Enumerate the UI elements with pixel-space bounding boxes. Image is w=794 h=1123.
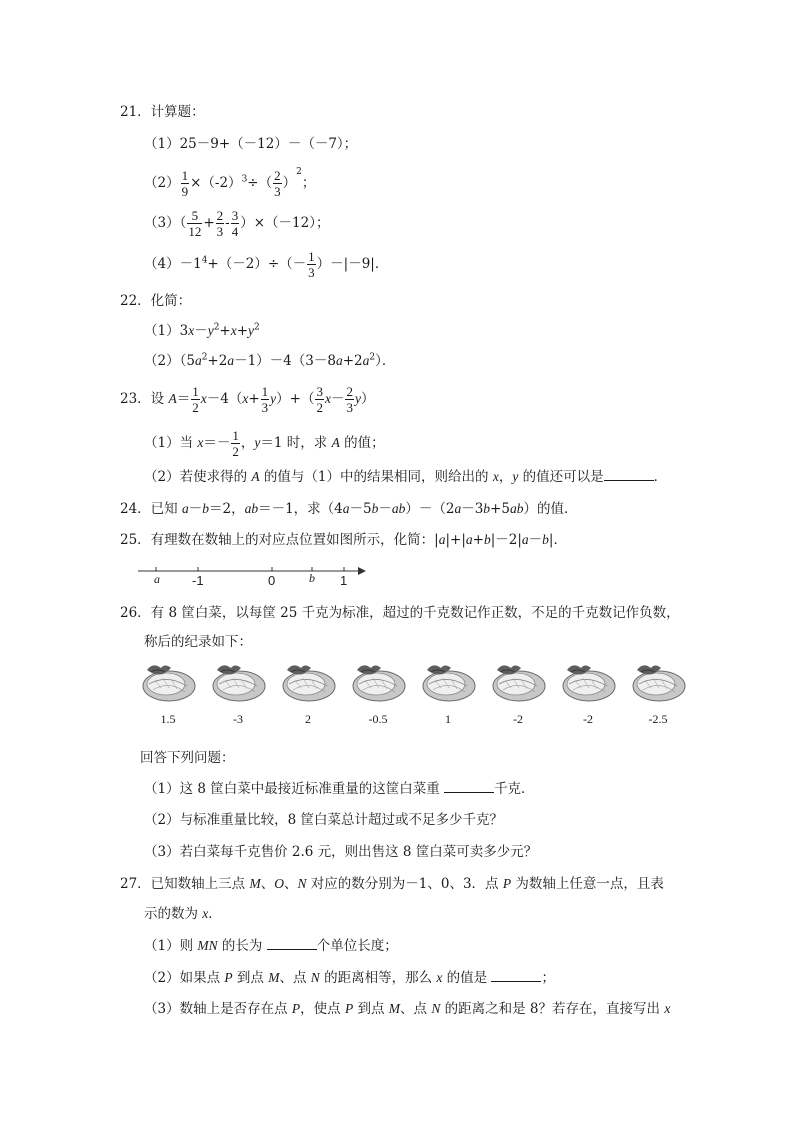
expr-text: ．: [208, 906, 222, 922]
numerator: 3: [316, 384, 323, 399]
expr-text: （3）数轴上是否存在点: [144, 1001, 292, 1017]
expr-text: ，: [240, 435, 255, 451]
cabbage-row: [138, 660, 686, 740]
expr-text: ）×（－12）；: [240, 215, 330, 231]
expr-text: ，使点: [300, 1001, 345, 1017]
cabbage-icon: [559, 660, 617, 702]
q26-line1: 26．有 8 筐白菜，以每筐 25 千克为标准，超过的千克数记作正数，不足的千克数记作负数，: [120, 605, 680, 621]
cabbage-icon: [279, 660, 337, 702]
expr-text: ．: [653, 469, 668, 485]
variable: N: [297, 876, 307, 891]
expr-text: ）: [282, 175, 297, 191]
operator: －: [330, 391, 345, 407]
fraction: [191, 384, 200, 415]
fraction: [231, 428, 240, 459]
variable: y: [270, 391, 277, 406]
denominator: 2: [316, 400, 323, 415]
q22-title: 22．化简：: [120, 293, 192, 309]
cabbage-icon: [139, 660, 197, 702]
cabbage-icon: [209, 660, 267, 702]
expr-text: 到点: [232, 970, 269, 986]
q22-part2: [144, 352, 395, 370]
operator: －: [188, 501, 203, 517]
expr-text: 27．已知数轴上三点: [120, 876, 250, 892]
label-minus-1: -1: [192, 573, 204, 588]
variable: P: [344, 1001, 354, 1016]
expr-text: 到点: [353, 1001, 389, 1017]
variable: y: [248, 323, 255, 338]
expr-text: ＝1 时，求: [260, 435, 332, 451]
denominator: 3: [261, 400, 269, 415]
numerator: 1: [261, 384, 269, 399]
numerator: 3: [231, 208, 239, 223]
variable: x: [324, 391, 331, 406]
denominator: 2: [232, 444, 239, 459]
exponent: 2: [201, 352, 208, 363]
q23-part1: [144, 428, 385, 459]
expr-text: ；: [301, 175, 316, 191]
expr-text: 、: [260, 876, 275, 892]
q26-part3: （3）若白菜每千克售价 2.6 元，则出售这 8 筐白菜可卖多少元？: [144, 844, 538, 860]
numerator: 1: [192, 384, 199, 399]
fraction: [273, 168, 282, 199]
operator: +: [236, 323, 249, 339]
cabbage-icon: [349, 660, 407, 702]
expr-text: （1）3: [144, 323, 189, 339]
variable: b: [202, 501, 209, 516]
q21-part1: （1）25－9+（－12）－（－7）；: [144, 136, 358, 152]
expr-text: ）．: [375, 353, 396, 369]
q26-prompt: 回答下列问题：: [140, 750, 235, 766]
denominator: 3: [346, 400, 353, 415]
expr-text: |．: [548, 532, 567, 548]
operator: +: [219, 323, 231, 339]
variable: M: [249, 876, 261, 891]
variable: a: [335, 353, 343, 368]
expr-text: 的值是: [442, 970, 492, 986]
expr-text: －: [378, 501, 392, 517]
variable: N: [431, 1001, 441, 1016]
q26-part1: [144, 780, 535, 798]
variable: x: [202, 906, 209, 921]
q26-line2: 称后的纪录如下：: [144, 634, 252, 650]
denominator: 3: [216, 224, 224, 239]
cabbage-basket: [278, 660, 338, 727]
expr-text: （1）则: [144, 938, 198, 954]
variable: x: [664, 1001, 671, 1016]
weight-diff-label: -2: [583, 712, 593, 726]
expr-text: （2）如果点: [144, 970, 225, 986]
variable: a: [454, 501, 462, 516]
numerator: 1: [181, 168, 189, 183]
operator: －: [194, 323, 208, 339]
exponent: 2: [296, 166, 302, 177]
weight-diff-label: -2: [513, 712, 523, 726]
q21-part3: [144, 208, 329, 239]
denominator: 9: [181, 184, 189, 199]
weight-diff-label: -2.5: [648, 712, 668, 726]
numerator: 2: [346, 384, 353, 399]
variable: x: [492, 469, 499, 484]
answer-blank[interactable]: [267, 937, 317, 950]
expr-text: +（－2）÷（－: [207, 256, 307, 272]
cabbage-icon: [629, 660, 687, 702]
variable: b: [483, 501, 491, 516]
axis-arrow-icon: [358, 567, 366, 575]
weight-diff-label: 2: [305, 712, 311, 726]
variable: a: [438, 532, 446, 547]
q22-part1: [144, 322, 260, 340]
variable: P: [502, 876, 512, 891]
operator: +: [248, 391, 260, 407]
expr-text: ÷（: [247, 175, 273, 191]
variable: b: [371, 501, 379, 516]
variable: ab: [391, 501, 406, 516]
variable: A: [331, 435, 340, 450]
fraction: [261, 384, 270, 415]
label-0: 0: [268, 573, 276, 588]
label-b: b: [309, 571, 315, 585]
label: （3）（: [144, 215, 187, 231]
variable: y: [354, 391, 361, 406]
expr-text: 的长为: [217, 938, 267, 954]
variable: M: [388, 1001, 401, 1016]
fraction: [345, 384, 354, 415]
expr-text: 示的数为: [144, 906, 203, 922]
expr-text: ）+（: [276, 391, 315, 407]
variable: a: [181, 501, 189, 516]
expr-text: （1）当: [144, 435, 198, 451]
operator: +: [472, 532, 484, 548]
variable: P: [291, 1001, 301, 1016]
variable: A: [168, 391, 177, 406]
variable: x: [242, 391, 249, 406]
variable: a: [521, 532, 529, 547]
weight-diff-label: 1: [445, 712, 451, 726]
q27-part1: [144, 937, 398, 955]
q27-line1: [120, 875, 664, 893]
expr-text: 个单位长度；: [316, 938, 398, 954]
expr-text: 千克．: [494, 781, 535, 797]
denominator: 2: [192, 400, 199, 415]
variable: ab: [509, 501, 524, 516]
q27-part3: [144, 1000, 670, 1018]
variable: y: [512, 469, 519, 484]
exponent: 4: [201, 255, 208, 266]
answer-blank[interactable]: [604, 468, 654, 481]
variable: M: [268, 970, 280, 985]
variable: a: [227, 353, 235, 368]
answer-blank[interactable]: [491, 969, 541, 982]
expr-text: （1）这 8 筐白菜中最接近标准重量的这筐白菜重: [144, 781, 445, 797]
label: （4）－1: [144, 256, 202, 272]
weight-diff-label: 1.5: [160, 712, 176, 726]
fraction: [181, 168, 190, 199]
expr-text: ＝－: [203, 435, 231, 451]
expr-text: +2: [207, 353, 228, 369]
numerator: 5: [187, 208, 202, 224]
variable: x: [436, 970, 443, 985]
q23-part2: [144, 468, 667, 486]
denominator: 3: [274, 184, 281, 199]
variable: a: [465, 532, 473, 547]
expr-text: |－2|: [490, 532, 522, 548]
label-a: a: [154, 572, 160, 586]
label: （2）: [144, 175, 180, 191]
q27-line2: [144, 905, 222, 923]
fraction: [216, 208, 225, 239]
variable: b: [483, 532, 491, 547]
exponent: 2: [254, 322, 260, 333]
expr-text: ）－（2: [405, 501, 455, 517]
denominator: 4: [231, 224, 239, 239]
expr-text: 、点: [400, 1001, 432, 1017]
fraction: [307, 249, 316, 280]
variable: x: [200, 391, 207, 406]
expr-text: 、: [283, 876, 298, 892]
weight-diff-label: -0.5: [368, 712, 388, 726]
expr-text: ＝2，: [208, 501, 245, 517]
variable: A: [251, 469, 260, 484]
expr-text: 的值还可以是: [518, 469, 604, 485]
q21-title: 21．计算题：: [120, 104, 205, 120]
expr-text: 23．设: [120, 391, 169, 407]
variable: N: [310, 970, 320, 985]
expr-text: +5: [490, 501, 510, 517]
variable: O: [274, 876, 284, 891]
q21-part2: [144, 168, 315, 199]
expr-text: 对应的数分别为－1、0、3．点: [306, 876, 503, 892]
variable: b: [542, 532, 549, 547]
expr-text: ，: [498, 469, 513, 485]
expr-text: 的距离相等，那么: [319, 970, 437, 986]
variable: ab: [244, 501, 259, 516]
expr-text: ＝－1，求（4: [258, 501, 343, 517]
label-1: 1: [340, 573, 348, 588]
expr-text: －1）－4（3－8: [234, 353, 336, 369]
operator: －: [528, 532, 543, 548]
denominator: 3: [308, 265, 315, 280]
answer-blank[interactable]: [444, 780, 494, 793]
operator: ＝: [176, 391, 191, 407]
cabbage-icon: [419, 660, 477, 702]
cabbage-basket: [628, 660, 688, 727]
fraction: [315, 384, 324, 415]
exponent: 2: [369, 352, 376, 363]
q26-part2: （2）与标准重量比较，8 筐白菜总计超过或不足多少千克？: [144, 812, 503, 828]
cabbage-basket: [558, 660, 618, 727]
expr-text: ）－|－9|．: [316, 256, 389, 272]
q23-stem: [120, 384, 374, 415]
expr-text: 24．已知: [120, 501, 182, 517]
cabbage-basket: [138, 660, 198, 727]
expr-text: 的距离之和是 8？若存在，直接写出: [440, 1001, 665, 1017]
q21-part4: [144, 249, 388, 280]
fraction: [231, 208, 240, 239]
expr-text: －3: [461, 501, 484, 517]
exponent: 3: [241, 174, 248, 185]
expr-text: 的值与（1）中的结果相同，则给出的: [259, 469, 493, 485]
q25-stem: [120, 531, 567, 549]
expr-text: ×（-2）: [190, 175, 242, 191]
operator: -: [225, 215, 230, 231]
variable: MN: [197, 938, 218, 953]
exponent: 2: [213, 322, 220, 333]
expr-text: 的值；: [339, 435, 385, 451]
expr-text: （2）若使求得的: [144, 469, 252, 485]
expr-text: |+|: [445, 532, 466, 548]
cabbage-basket: [488, 660, 548, 727]
numerator: 2: [216, 208, 224, 223]
numerator: 1: [308, 249, 315, 264]
numerator: 1: [232, 428, 239, 443]
fraction: [187, 208, 202, 239]
variable: y: [254, 435, 261, 450]
expr-text: （2）（5: [144, 353, 195, 369]
variable: a: [194, 353, 202, 368]
expr-text: 为数轴上任意一点，且表: [511, 876, 664, 892]
expr-text: +2: [342, 353, 363, 369]
q24-stem: [120, 500, 577, 518]
denominator: 12: [188, 224, 202, 239]
expr-text: ；: [541, 970, 555, 986]
variable: a: [362, 353, 370, 368]
expr-text: 、点: [279, 970, 311, 986]
cabbage-icon: [489, 660, 547, 702]
expr-text: ）: [360, 391, 375, 407]
cabbage-basket: [418, 660, 478, 727]
q27-part2: [144, 969, 555, 987]
cabbage-basket: [348, 660, 408, 727]
expr-text: －4（: [206, 391, 243, 407]
expr-text: －5: [349, 501, 372, 517]
variable: x: [188, 323, 195, 338]
variable: P: [224, 970, 233, 985]
variable: x: [197, 435, 204, 450]
expr-text: 25．有理数在数轴上的对应点位置如图所示，化简：|: [120, 532, 439, 548]
weight-diff-label: -3: [233, 712, 243, 726]
variable: x: [230, 323, 237, 338]
operator: +: [203, 215, 215, 231]
expr-text: ）的值．: [523, 501, 578, 517]
cabbage-basket: [208, 660, 268, 727]
variable: y: [207, 323, 214, 338]
number-line-diagram: [134, 560, 370, 592]
variable: a: [342, 501, 350, 516]
numerator: 2: [274, 168, 281, 183]
